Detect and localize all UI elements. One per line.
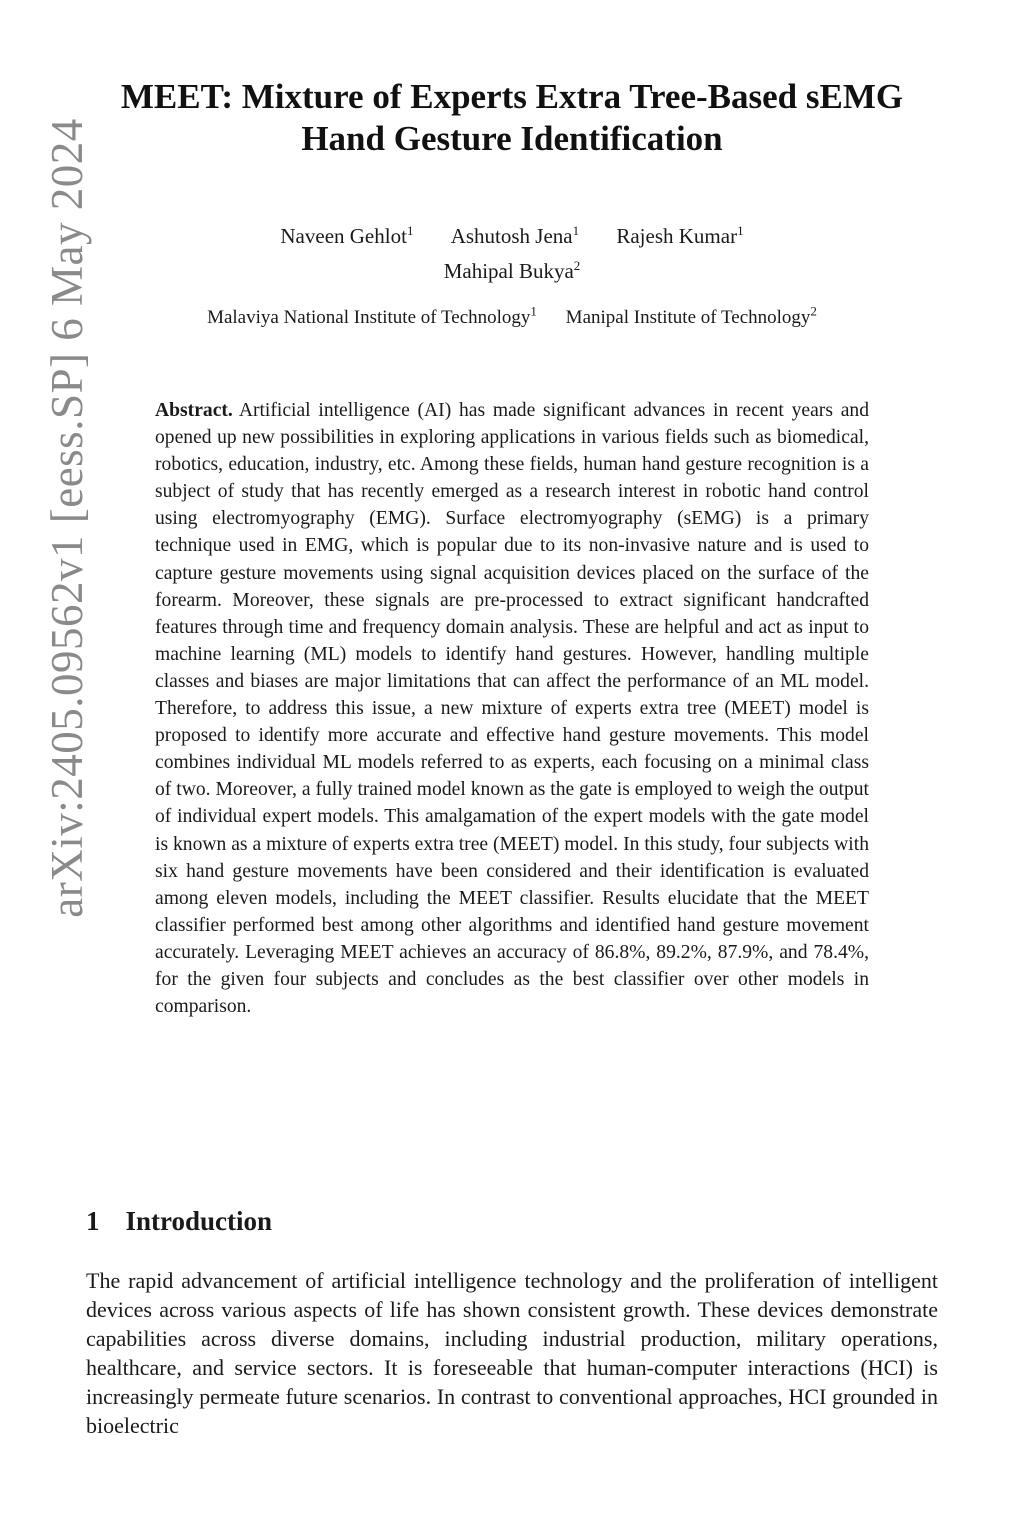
- section-number: 1: [86, 1206, 100, 1236]
- section-heading: [86, 1203, 272, 1239]
- author-name: Rajesh Kumar$^1$: [616, 223, 744, 248]
- affiliation-list: [60, 298, 964, 332]
- abstract-text: Artificial intelligence (AI) has made significant advances in recent years and opened up new possibilities in exploring applications in various fields such as biomedical, robotics, education, industry, etc. Among these fields, human hand gesture recognition is a subject of study that has recently emerged as a research interest in robotic hand control using electromyography (EMG). Surface electromyography (sEMG) is a primary technique used in EMG, which is popular due to its non-invasive nature and is used to capture gesture movements using signal acquisition devices placed on the surface of the forearm. Moreover, these signals are pre-processed to extract significant handcrafted features through time and frequency domain analysis. These are helpful and act as input to machine learning (ML) models to identify hand gestures. However, handling multiple classes and biases are major limitations that can affect the performance of an ML model. Therefore, to address this issue, a new mixture of experts extra tree (MEET) model is proposed to identify more accurate and effective hand gesture movements. This model combines individual ML models referred to as experts, each focusing on a minimal class of two. Moreover, a fully trained model known as the gate is employed to weigh the output of individual expert models. This amalgamation of the expert models with the gate model is known as a mixture of experts extra tree (MEET) model. In this study, four subjects with six hand gesture movements have been considered and their identification is evaluated among eleven models, including the MEET classifier. Results elucidate that the MEET classifier performed best among other algorithms and identified hand gesture movement accurately. Leveraging MEET achieves an accuracy of 86.8%, 89.2%, 87.9%, and 78.4%, for the given four subjects and concludes as the best classifier over other models in comparison.: [155, 400, 869, 1018]
- affiliation: Malaviya National Institute of Technology$^1$: [207, 304, 537, 329]
- abstract-label: Abstract.: [155, 400, 233, 421]
- paper-title: MEET: Mixture of Experts Extra Tree-Based sEMG Hand Gesture Identification: [120, 77, 904, 158]
- affiliation: Manipal Institute of Technology$^2$: [565, 304, 817, 329]
- author-name: Ashutosh Jena$^1$: [450, 223, 580, 248]
- author-name: Naveen Gehlot$^1$: [280, 223, 414, 248]
- introduction-paragraph: The rapid advancement of artificial intelligence technology and the proliferation of intelligent devices across various aspects of life has shown consistent growth. These devices demonstrate capabilities across diverse domains, including industrial production, military operations, healthcare, and service sectors. It is foreseeable that human-computer interactions (HCI) is increasingly permeate future scenarios. In contrast to conventional approaches, HCI grounded in bioelectric: [86, 1268, 938, 1438]
- author-name: Mahipal Bukya$^2$: [443, 258, 581, 283]
- section-title: Introduction: [125, 1206, 273, 1236]
- abstract: [155, 397, 869, 1020]
- author-list: [100, 216, 924, 286]
- arxiv-identifier-stamp: arXiv:2405.09562v1 [eess.SP] 6 May 2024: [42, 118, 92, 918]
